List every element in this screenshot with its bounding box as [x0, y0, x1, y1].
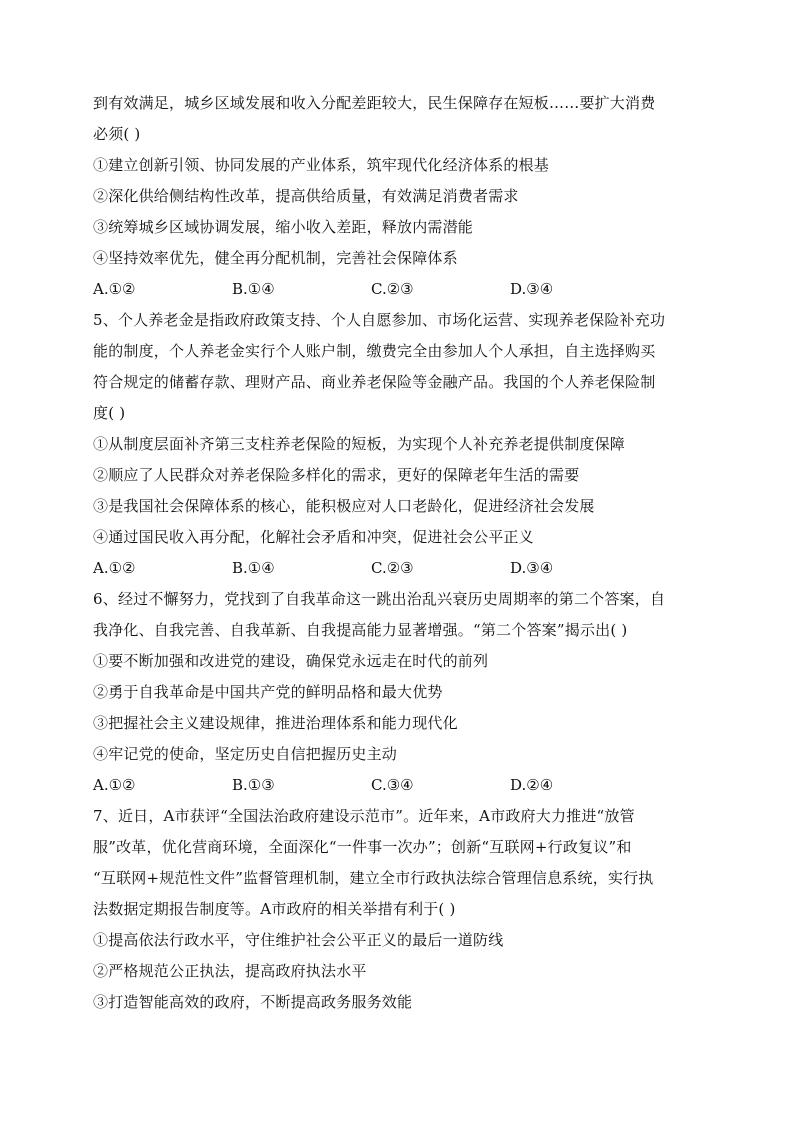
answer-options [93, 274, 705, 305]
question-7 [93, 801, 705, 1018]
option-d: D.②④ [510, 776, 554, 794]
question-stem-line: 服”改革，优化营商环境，全面深化“一件事一次办”；创新“互联网+行政复议”和 [93, 838, 632, 856]
option-a: A.①② [93, 776, 136, 794]
option-b: B.①④ [232, 559, 275, 577]
question-stem-line: 5、个人养老金是指政府政策支持、个人自愿参加、市场化运营、实现养老保险补充功 [93, 311, 666, 329]
question-stem-line: 到有效满足，城乡区域发展和收入分配差距较大，民生保障存在短板……要扩大消费 [93, 94, 656, 112]
option-c: C.②③ [371, 280, 414, 298]
statement-item: ④坚持效率优先，健全再分配机制，完善社会保障体系 [93, 249, 458, 267]
option-d: D.③④ [510, 280, 554, 298]
statement-item: ②勇于自我革命是中国共产党的鲜明品格和最大优势 [93, 683, 443, 701]
statement-item: ①建立创新引领、协同发展的产业体系，筑牢现代化经济体系的根基 [93, 156, 550, 174]
option-a: A.①② [93, 280, 136, 298]
statement-item: ②顺应了人民群众对养老保险多样化的需求，更好的保障老年生活的需要 [93, 466, 580, 484]
question-stem-line: 我净化、自我完善、自我革新、自我提高能力显著增强。“第二个答案”揭示出( ) [93, 621, 628, 639]
document-page [93, 88, 705, 1018]
statement-item: ③把握社会主义建设规律，推进治理体系和能力现代化 [93, 714, 458, 732]
question-stem-line: 7、近日，A市获评“全国法治政府建设示范市”。近年来，A市政府大力推进“放管 [93, 807, 635, 825]
option-c: C.②③ [371, 559, 414, 577]
question-stem-line: “互联网+规范性文件”监督管理机制，建立全市行政执法综合管理信息系统，实行执 [93, 869, 654, 887]
question-5 [93, 305, 705, 584]
answer-options [93, 553, 705, 584]
question-stem-line: 必须( ) [93, 125, 141, 143]
question-6 [93, 584, 705, 801]
question-stem-line: 6、经过不懈努力，党找到了自我革命这一跳出治乱兴衰历史周期率的第二个答案，自 [93, 590, 666, 608]
question-stem-line: 符合规定的储蓄存款、理财产品、商业养老保险等金融产品。我国的个人养老保险制 [93, 373, 656, 391]
statement-item: ②严格规范公正执法，提高政府执法水平 [93, 962, 367, 980]
statement-item: ①要不断加强和改进党的建设，确保党永远走在时代的前列 [93, 652, 489, 670]
option-b: B.①④ [232, 280, 275, 298]
question-stem-line: 度( ) [93, 404, 126, 422]
statement-item: ①提高依法行政水平，守住维护社会公平正义的最后一道防线 [93, 931, 504, 949]
statement-item: ④牢记党的使命，坚定历史自信把握历史主动 [93, 745, 398, 763]
option-a: A.①② [93, 559, 136, 577]
option-d: D.③④ [510, 559, 554, 577]
statement-item: ③是我国社会保障体系的核心，能积极应对人口老龄化，促进经济社会发展 [93, 497, 595, 515]
statement-item: ③打造智能高效的政府，不断提高政务服务效能 [93, 993, 413, 1011]
question-stem-line: 法数据定期报告制度等。A市政府的相关举措有利于( ) [93, 900, 456, 918]
statement-item: ①从制度层面补齐第三支柱养老保险的短板，为实现个人补充养老提供制度保障 [93, 435, 626, 453]
option-c: C.③④ [371, 776, 414, 794]
option-b: B.①③ [232, 776, 275, 794]
statement-item: ④通过国民收入再分配，化解社会矛盾和冲突，促进社会公平正义 [93, 528, 534, 546]
question-stem-line: 能的制度，个人养老金实行个人账户制，缴费完全由参加人个人承担，自主选择购买 [93, 342, 656, 360]
statement-item: ②深化供给侧结构性改革，提高供给质量，有效满足消费者需求 [93, 187, 519, 205]
question-4 [93, 88, 705, 305]
answer-options [93, 770, 705, 801]
statement-item: ③统筹城乡区域协调发展，缩小收入差距，释放内需潜能 [93, 218, 474, 236]
